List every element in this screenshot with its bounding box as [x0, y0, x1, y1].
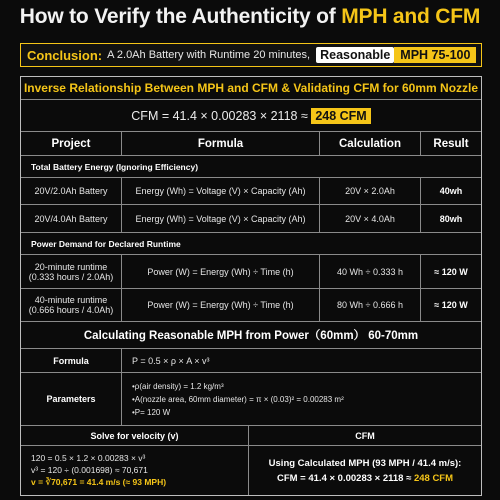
cell-project-line1: 20-minute runtime	[34, 261, 108, 272]
cell-formula: Energy (Wh) = Voltage (V) × Capacity (Ah)	[122, 178, 320, 204]
solve-steps	[21, 446, 249, 495]
cell-project: 20V/4.0Ah Battery	[21, 205, 122, 232]
cell-project	[21, 289, 122, 321]
section-power	[21, 233, 481, 255]
header-calculation: Calculation	[320, 132, 421, 155]
parameter-item: •P= 120 W	[132, 407, 171, 417]
cell-project-line2: (0.333 hours / 2.0Ah)	[28, 271, 114, 282]
section-energy-title: Total Battery Energy (Ignoring Efficiency)	[31, 161, 199, 172]
table-row	[21, 289, 481, 322]
parameters-row	[21, 373, 481, 426]
section-power-title: Power Demand for Declared Runtime	[31, 238, 181, 249]
cell-formula: Energy (Wh) = Voltage (V) × Capacity (Ah)	[122, 205, 320, 232]
page-title	[0, 5, 500, 37]
cell-result: ≈ 120 W	[434, 300, 468, 310]
main-formula-row	[21, 100, 481, 132]
cell-project: 20V/2.0Ah Battery	[21, 178, 122, 204]
formula-label: Formula	[21, 349, 122, 372]
cell-calc: 40 Wh ÷ 0.333 h	[320, 255, 421, 288]
solve-body-row	[21, 446, 481, 495]
conclusion-badge-reasonable: Reasonable	[316, 47, 394, 63]
cfm-result-value: 248 CFM	[413, 472, 454, 484]
cell-result: ≈ 120 W	[434, 266, 468, 277]
cfm-result-line2	[277, 473, 453, 484]
cell-project	[21, 255, 122, 288]
conclusion-label: Conclusion:	[27, 47, 103, 63]
cfm-result	[249, 446, 481, 495]
conclusion-badge-mph: MPH 75-100	[394, 47, 476, 63]
title-text: How to Verify the Authenticity of	[19, 5, 342, 28]
parameter-item: •A(nozzle area, 60mm diameter) = π × (0.03)² = 0.00283 m²	[132, 394, 344, 404]
conclusion-text: A 2.0Ah Battery with Runtime 20 minutes,	[107, 49, 311, 61]
formula-row	[21, 349, 481, 373]
conclusion-bar	[20, 43, 482, 67]
cfm-header: CFM	[355, 430, 375, 441]
cell-result: 40wh	[439, 186, 463, 196]
parameters-label: Parameters	[21, 373, 122, 425]
section-energy	[21, 156, 481, 178]
header-formula: Formula	[122, 132, 320, 155]
header-project: Project	[21, 132, 122, 155]
cfm-result-line1: Using Calculated MPH (93 MPH / 41.4 m/s):	[268, 457, 462, 469]
main-formula	[21, 109, 481, 123]
cfm-result-formula: CFM = 41.4 × 0.00283 × 2118 ≈	[276, 472, 412, 484]
subtitle: Inverse Relationship Between MPH and CFM & Validating CFM for 60mm Nozzle	[23, 81, 479, 95]
solve-line: v³ = 120 ÷ (0.001698) ≈ 70,671	[31, 465, 148, 475]
cell-calc: 80 Wh ÷ 0.666 h	[320, 289, 421, 321]
solve-header-row	[21, 426, 481, 446]
table-row	[21, 178, 481, 205]
table-row	[21, 205, 481, 233]
main-formula-text: CFM = 41.4 × 0.00283 × 2118 ≈	[131, 108, 308, 123]
cell-formula: Power (W) = Energy (Wh) ÷ Time (h)	[122, 255, 320, 288]
cell-project-line2: (0.666 hours / 4.0Ah)	[28, 305, 114, 315]
solve-result: v = ∛70,671 = 41.4 m/s (≈ 93 MPH)	[31, 477, 167, 487]
cell-result: 80wh	[439, 213, 463, 224]
title-highlight: MPH and CFM	[341, 5, 481, 28]
verification-table	[20, 76, 482, 496]
main-formula-result: 248 CFM	[311, 108, 370, 124]
parameter-item: •ρ(air density) = 1.2 kg/m³	[132, 381, 224, 391]
cell-formula: Power (W) = Energy (Wh) ÷ Time (h)	[122, 289, 320, 321]
solve-line: 120 = 0.5 × 1.2 × 0.00283 × v³	[31, 453, 146, 463]
cell-calc: 20V × 4.0Ah	[320, 205, 421, 232]
header-result: Result	[433, 137, 469, 150]
parameters-list	[122, 373, 481, 425]
solve-header: Solve for velocity (v)	[21, 426, 249, 445]
table-row	[21, 255, 481, 289]
cell-calc: 20V × 2.0Ah	[320, 178, 421, 204]
mph-heading: Calculating Reasonable MPH from Power（60mm） 60-70mm	[83, 330, 419, 342]
mph-heading-row	[21, 322, 481, 349]
cell-project-line1: 40-minute runtime	[34, 295, 108, 305]
table-header-row	[21, 132, 481, 156]
subtitle-row	[21, 77, 481, 100]
formula-value: P = 0.5 × ρ × A × v³	[132, 355, 210, 366]
